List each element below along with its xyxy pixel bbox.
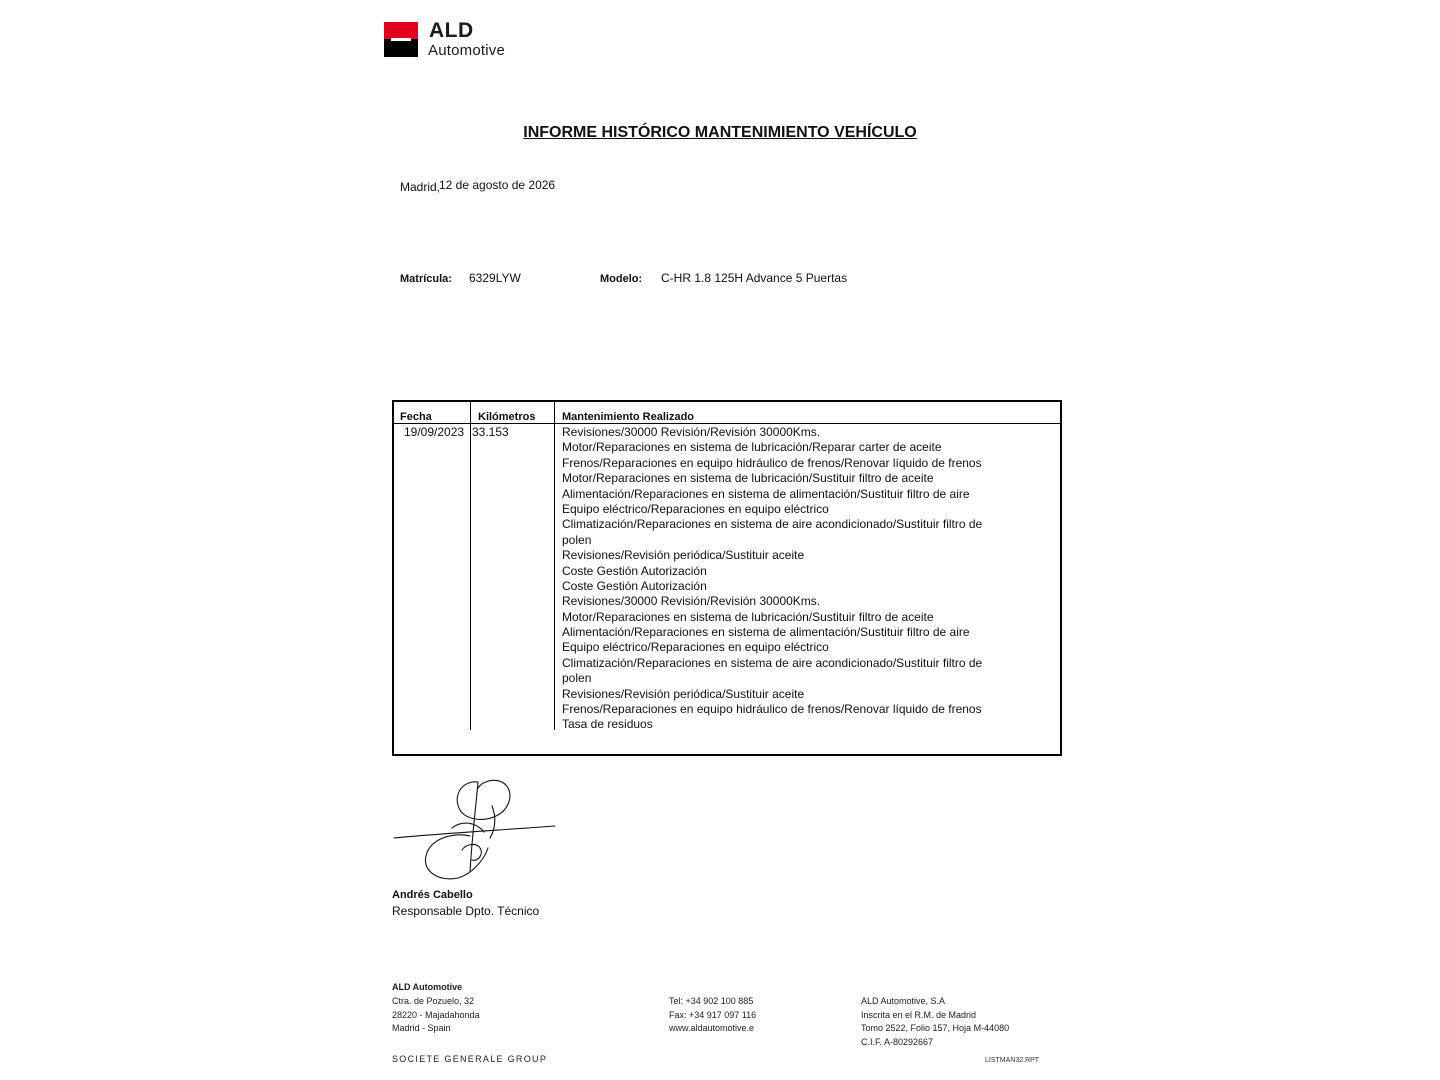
footer-legal-line: ALD Automotive, S.A: [861, 996, 946, 1006]
maintenance-item: Revisiones/30000 Revisión/Revisión 30000Kms.: [562, 594, 821, 609]
model-label: Modelo:: [600, 273, 643, 285]
maintenance-item: Alimentación/Reparaciones en sistema de alimentación/Sustituir filtro de aire: [562, 625, 970, 640]
handwritten-signature: [392, 776, 560, 884]
ald-logo: [384, 19, 514, 60]
maintenance-table: [392, 400, 1062, 756]
footer-legal: [861, 995, 1009, 1049]
footer-address-line: Ctra. de Pozuelo, 32: [392, 996, 475, 1006]
footer-legal-line: C.I.F. A-80292667: [861, 1036, 934, 1047]
table-header-divider: [394, 423, 1060, 424]
signer-name: Andrés Cabello: [392, 889, 473, 901]
maintenance-item: Motor/Reparaciones en sistema de lubricación/Sustituir filtro de aceite: [562, 609, 934, 624]
signer-role: Responsable Dpto. Técnico: [392, 904, 540, 918]
header-kilometros: Kilómetros: [478, 411, 536, 423]
maintenance-item: Revisiones/Revisión periódica/Sustituir aceite: [562, 686, 805, 701]
maintenance-item: Equipo eléctrico/Reparaciones en equipo eléctrico: [562, 640, 829, 655]
row-date: 19/09/2023: [404, 425, 465, 439]
maintenance-item: Alimentación/Reparaciones en sistema de alimentación/Sustituir filtro de aire: [562, 486, 970, 501]
table-column-divider: [470, 402, 471, 730]
footer-address: [392, 995, 480, 1036]
row-km: 33.153: [472, 425, 509, 439]
footer-group-name: SOCIETE GENERALE GROUP: [392, 1054, 548, 1064]
maintenance-item: Coste Gestión Autorización: [562, 563, 707, 578]
maintenance-item: Climatización/Reparaciones en sistema de aire acondicionado/Sustituir filtro de: [562, 655, 983, 670]
table-column-divider: [554, 402, 555, 730]
maintenance-item: Climatización/Reparaciones en sistema de aire acondicionado/Sustituir filtro de: [562, 517, 983, 532]
maintenance-item: Frenos/Reparaciones en equipo hidráulico de frenos/Renovar líquido de frenos: [562, 702, 982, 717]
maintenance-item: Revisiones/30000 Revisión/Revisión 30000Kms.: [562, 425, 821, 439]
report-code: LISTMAN32.RPT: [985, 1057, 1040, 1064]
maintenance-item: Motor/Reparaciones en sistema de lubricación/Reparar carter de aceite: [562, 440, 942, 455]
maintenance-item: Frenos/Reparaciones en equipo hidráulico de frenos/Renovar líquido de frenos: [562, 455, 982, 470]
maintenance-item: Coste Gestión Autorización: [562, 578, 707, 593]
footer-fax: Fax: +34 917 097 116: [669, 1009, 757, 1020]
report-place: Madrid,: [400, 180, 441, 194]
footer-phone: Tel: +34 902 100 885: [669, 996, 754, 1006]
footer-company-name: ALD Automotive: [392, 982, 463, 992]
header-fecha: Fecha: [400, 411, 432, 423]
maintenance-item: Tasa de residuos: [562, 717, 653, 732]
report-date: 12 de agosto de 2026: [439, 178, 556, 192]
maintenance-items-list: [562, 425, 982, 733]
maintenance-item: Motor/Reparaciones en sistema de lubricación/Sustituir filtro de aceite: [562, 471, 934, 486]
maintenance-item: polen: [562, 532, 592, 547]
plate-label: Matrícula:: [400, 273, 452, 285]
plate-value: 6329LYW: [469, 271, 521, 285]
model-value: C-HR 1.8 125H Advance 5 Puertas: [661, 271, 848, 285]
maintenance-item: polen: [562, 671, 592, 686]
footer-legal-line: Tomo 2522, Folio 157, Hoja M-44080: [861, 1023, 1010, 1034]
ald-logo-mark-icon: [384, 22, 418, 57]
footer-address-line: Madrid - Spain: [392, 1023, 451, 1034]
maintenance-item: Revisiones/Revisión periódica/Sustituir aceite: [562, 548, 805, 563]
footer-address-line: 28220 - Majadahonda: [392, 1009, 480, 1020]
footer-website: www.aldautomotive.e: [669, 1023, 755, 1034]
logo-text-ald: ALD: [429, 19, 474, 42]
footer-contact: [669, 995, 756, 1036]
logo-text-automotive: Automotive: [428, 42, 506, 59]
document-title: INFORME HISTÓRICO MANTENIMIENTO VEHÍCULO: [523, 124, 917, 141]
footer-legal-line: Inscrita en el R.M. de Madrid: [861, 1009, 977, 1020]
header-mantenimiento: Mantenimiento Realizado: [562, 411, 695, 423]
maintenance-item: Equipo eléctrico/Reparaciones en equipo eléctrico: [562, 501, 829, 516]
